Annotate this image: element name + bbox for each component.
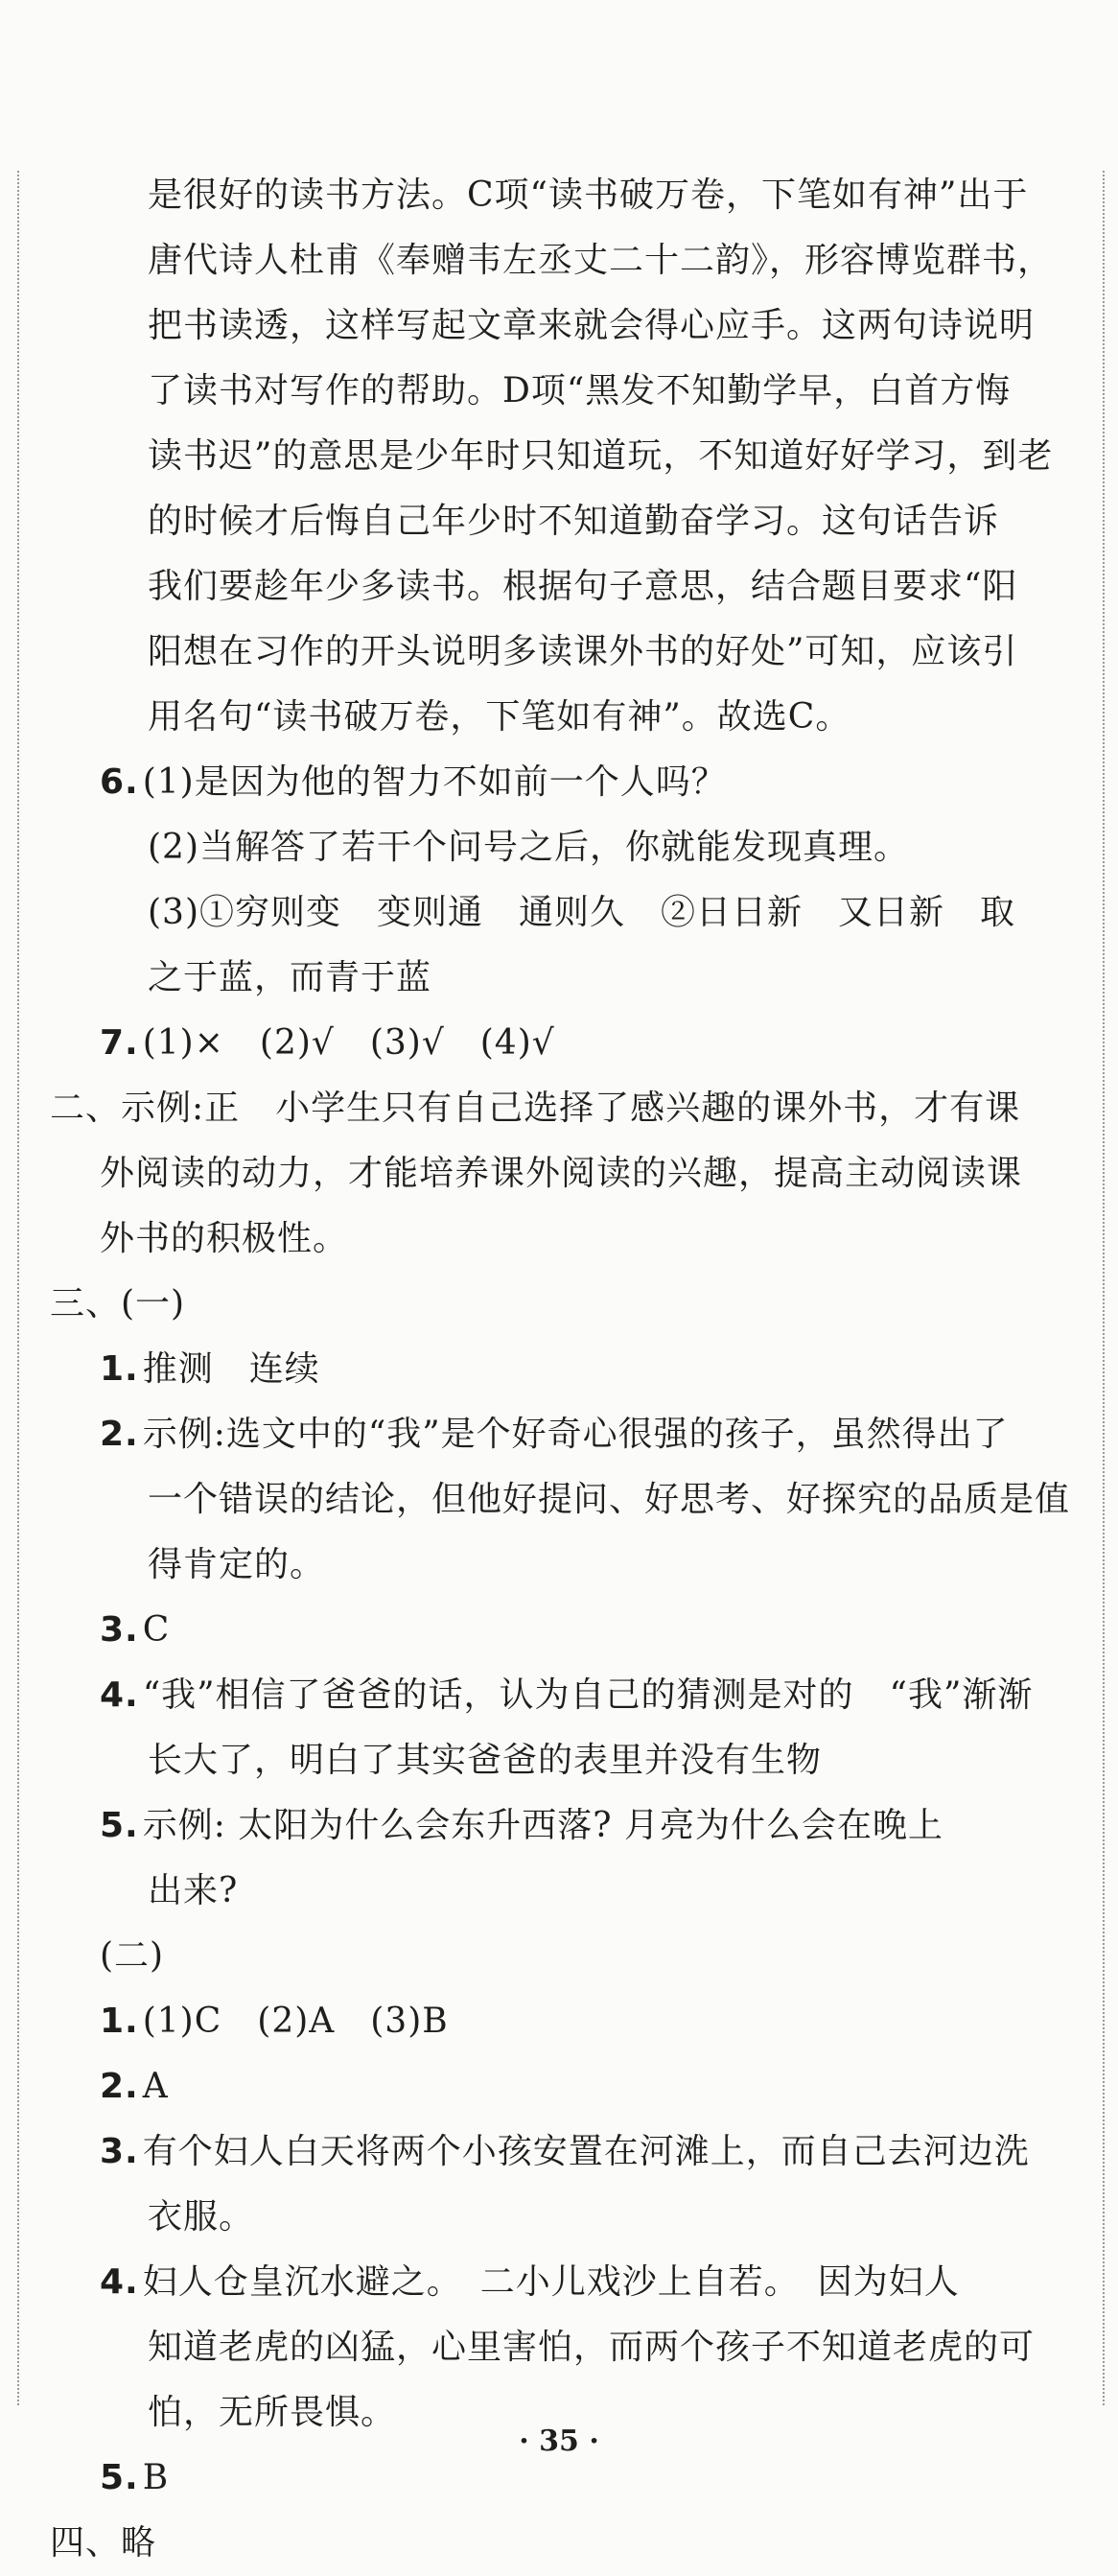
paragraph-line: 把书读透，这样写起文章来就会得心应手。这两句诗说明 <box>148 306 1036 345</box>
question-1 <box>50 1989 1062 2054</box>
answer-text-line: 示例:选文中的“我”是个好奇心很强的孩子，虽然得出了 <box>142 1415 1009 1454</box>
question-number: 1. <box>100 2002 139 2041</box>
paragraph-line: 是很好的读书方法。C项“读书破万卷，下笔如有神”出于 <box>148 176 1029 215</box>
answer-text-line: 知道老虎的凶猛，心里害怕，而两个孩子不知道老虎的可 <box>148 2328 1036 2367</box>
question-number: 3. <box>100 2132 139 2171</box>
question-number: 4. <box>100 1675 139 1715</box>
question-3 <box>50 2119 1062 2185</box>
question-number: 7. <box>100 1023 139 1063</box>
question-5 <box>50 1793 1062 1859</box>
answer-text-line: 一个错误的结论，但他好提问、好思考、好探究的品质是值 <box>148 1480 1071 1519</box>
answer-text-line: (1)是因为他的智力不如前一个人吗？ <box>142 762 727 802</box>
question-number: 6. <box>100 762 139 802</box>
answer-text-line: A <box>142 2067 169 2106</box>
answer-text-line: 示例: 太阳为什么会东升西落? 月亮为什么会在晚上 <box>142 1806 944 1845</box>
question-2 <box>50 1402 1062 1467</box>
section-2-line: 外书的积极性。 <box>100 1219 349 1258</box>
section-2-line: 二、示例:正 小学生只有自己选择了感兴趣的课外书，才有课 <box>50 1089 1021 1128</box>
paragraph-line: 我们要趁年少多读书。根据句子意思，结合题目要求“阳 <box>148 567 1018 606</box>
answer-text-line: (1)C (2)A (3)B <box>142 2002 449 2041</box>
question-2 <box>50 2054 1062 2119</box>
paragraph-line: 用名句“读书破万卷，下笔如有神”。故选C。 <box>148 697 851 737</box>
question-number: 3. <box>100 1610 139 1650</box>
section-3-heading: 三、(一) <box>50 1284 186 1323</box>
answer-text-line: 妇人仓皇沉水避之。 二小儿戏沙上自若。 因为妇人 <box>142 2262 960 2302</box>
question-number: 1. <box>100 1349 139 1389</box>
paragraph-line: 阳想在习作的开头说明多读课外书的好处”可知，应该引 <box>148 632 1018 671</box>
answer-text-line: “我”相信了爸爸的话，认为自己的猜测是对的 “我”渐渐 <box>142 1675 1034 1715</box>
paragraph-line: 了读书对写作的帮助。D项“黑发不知勤学早，白首方悔 <box>148 371 1012 410</box>
paragraph-line: 唐代诗人杜甫《奉赠韦左丞丈二十二韵》，形容博览群书， <box>148 241 1054 280</box>
question-4 <box>50 2250 1062 2315</box>
section-4-heading: 四、略 <box>50 2523 157 2563</box>
answer-text-line: 长大了，明白了其实爸爸的表里并没有生物 <box>148 1741 823 1780</box>
question-number: 5. <box>100 1806 139 1845</box>
section-2-line: 外阅读的动力，才能培养课外阅读的兴趣，提高主动阅读课 <box>100 1154 1023 1193</box>
answer-text-line: (1)× (2)√ (3)√ (4)√ <box>142 1023 555 1063</box>
right-dotted-margin <box>1103 171 1105 2405</box>
answer-text-line: 衣服。 <box>148 2197 255 2236</box>
question-number: 4. <box>100 2262 139 2302</box>
answer-text-line: (3)①穷则变 变则通 通则久 ②日日新 又日新 取 <box>148 893 1015 932</box>
paragraph-line: 读书迟”的意思是少年时只知道玩，不知道好好学习，到老 <box>148 436 1054 476</box>
question-3 <box>50 1598 1062 1663</box>
answer-text-line: B <box>142 2458 170 2497</box>
question-number: 2. <box>100 1415 139 1454</box>
answer-text-line: 出来? <box>148 1871 239 1910</box>
paragraph-line: 的时候才后悔自己年少时不知道勤奋学习。这句话告诉 <box>148 502 1000 541</box>
question-number: 2. <box>100 2067 139 2106</box>
answer-text-line: 得肯定的。 <box>148 1545 326 1584</box>
question-1 <box>50 1337 1062 1402</box>
answer-text <box>50 163 1071 2576</box>
answer-text-line: 怕，无所畏惧。 <box>148 2393 397 2432</box>
answer-text-line: C <box>142 1610 171 1650</box>
answer-text-line: (2)当解答了若干个问号之后，你就能发现真理。 <box>148 828 909 867</box>
question-6 <box>50 750 1062 815</box>
left-dotted-margin <box>17 171 19 2405</box>
answer-text-line: 有个妇人白天将两个小孩安置在河滩上，而自己去河边洗 <box>142 2132 1030 2171</box>
question-4 <box>50 1663 1062 1728</box>
question-7 <box>50 1011 1062 1076</box>
subsection-heading: (二) <box>100 1936 165 1976</box>
answer-text-line: 之于蓝，而青于蓝 <box>148 958 432 997</box>
page-number: · 35 · <box>519 2424 599 2458</box>
answer-text-line: 推测 连续 <box>142 1349 320 1389</box>
question-number: 5. <box>100 2458 139 2497</box>
